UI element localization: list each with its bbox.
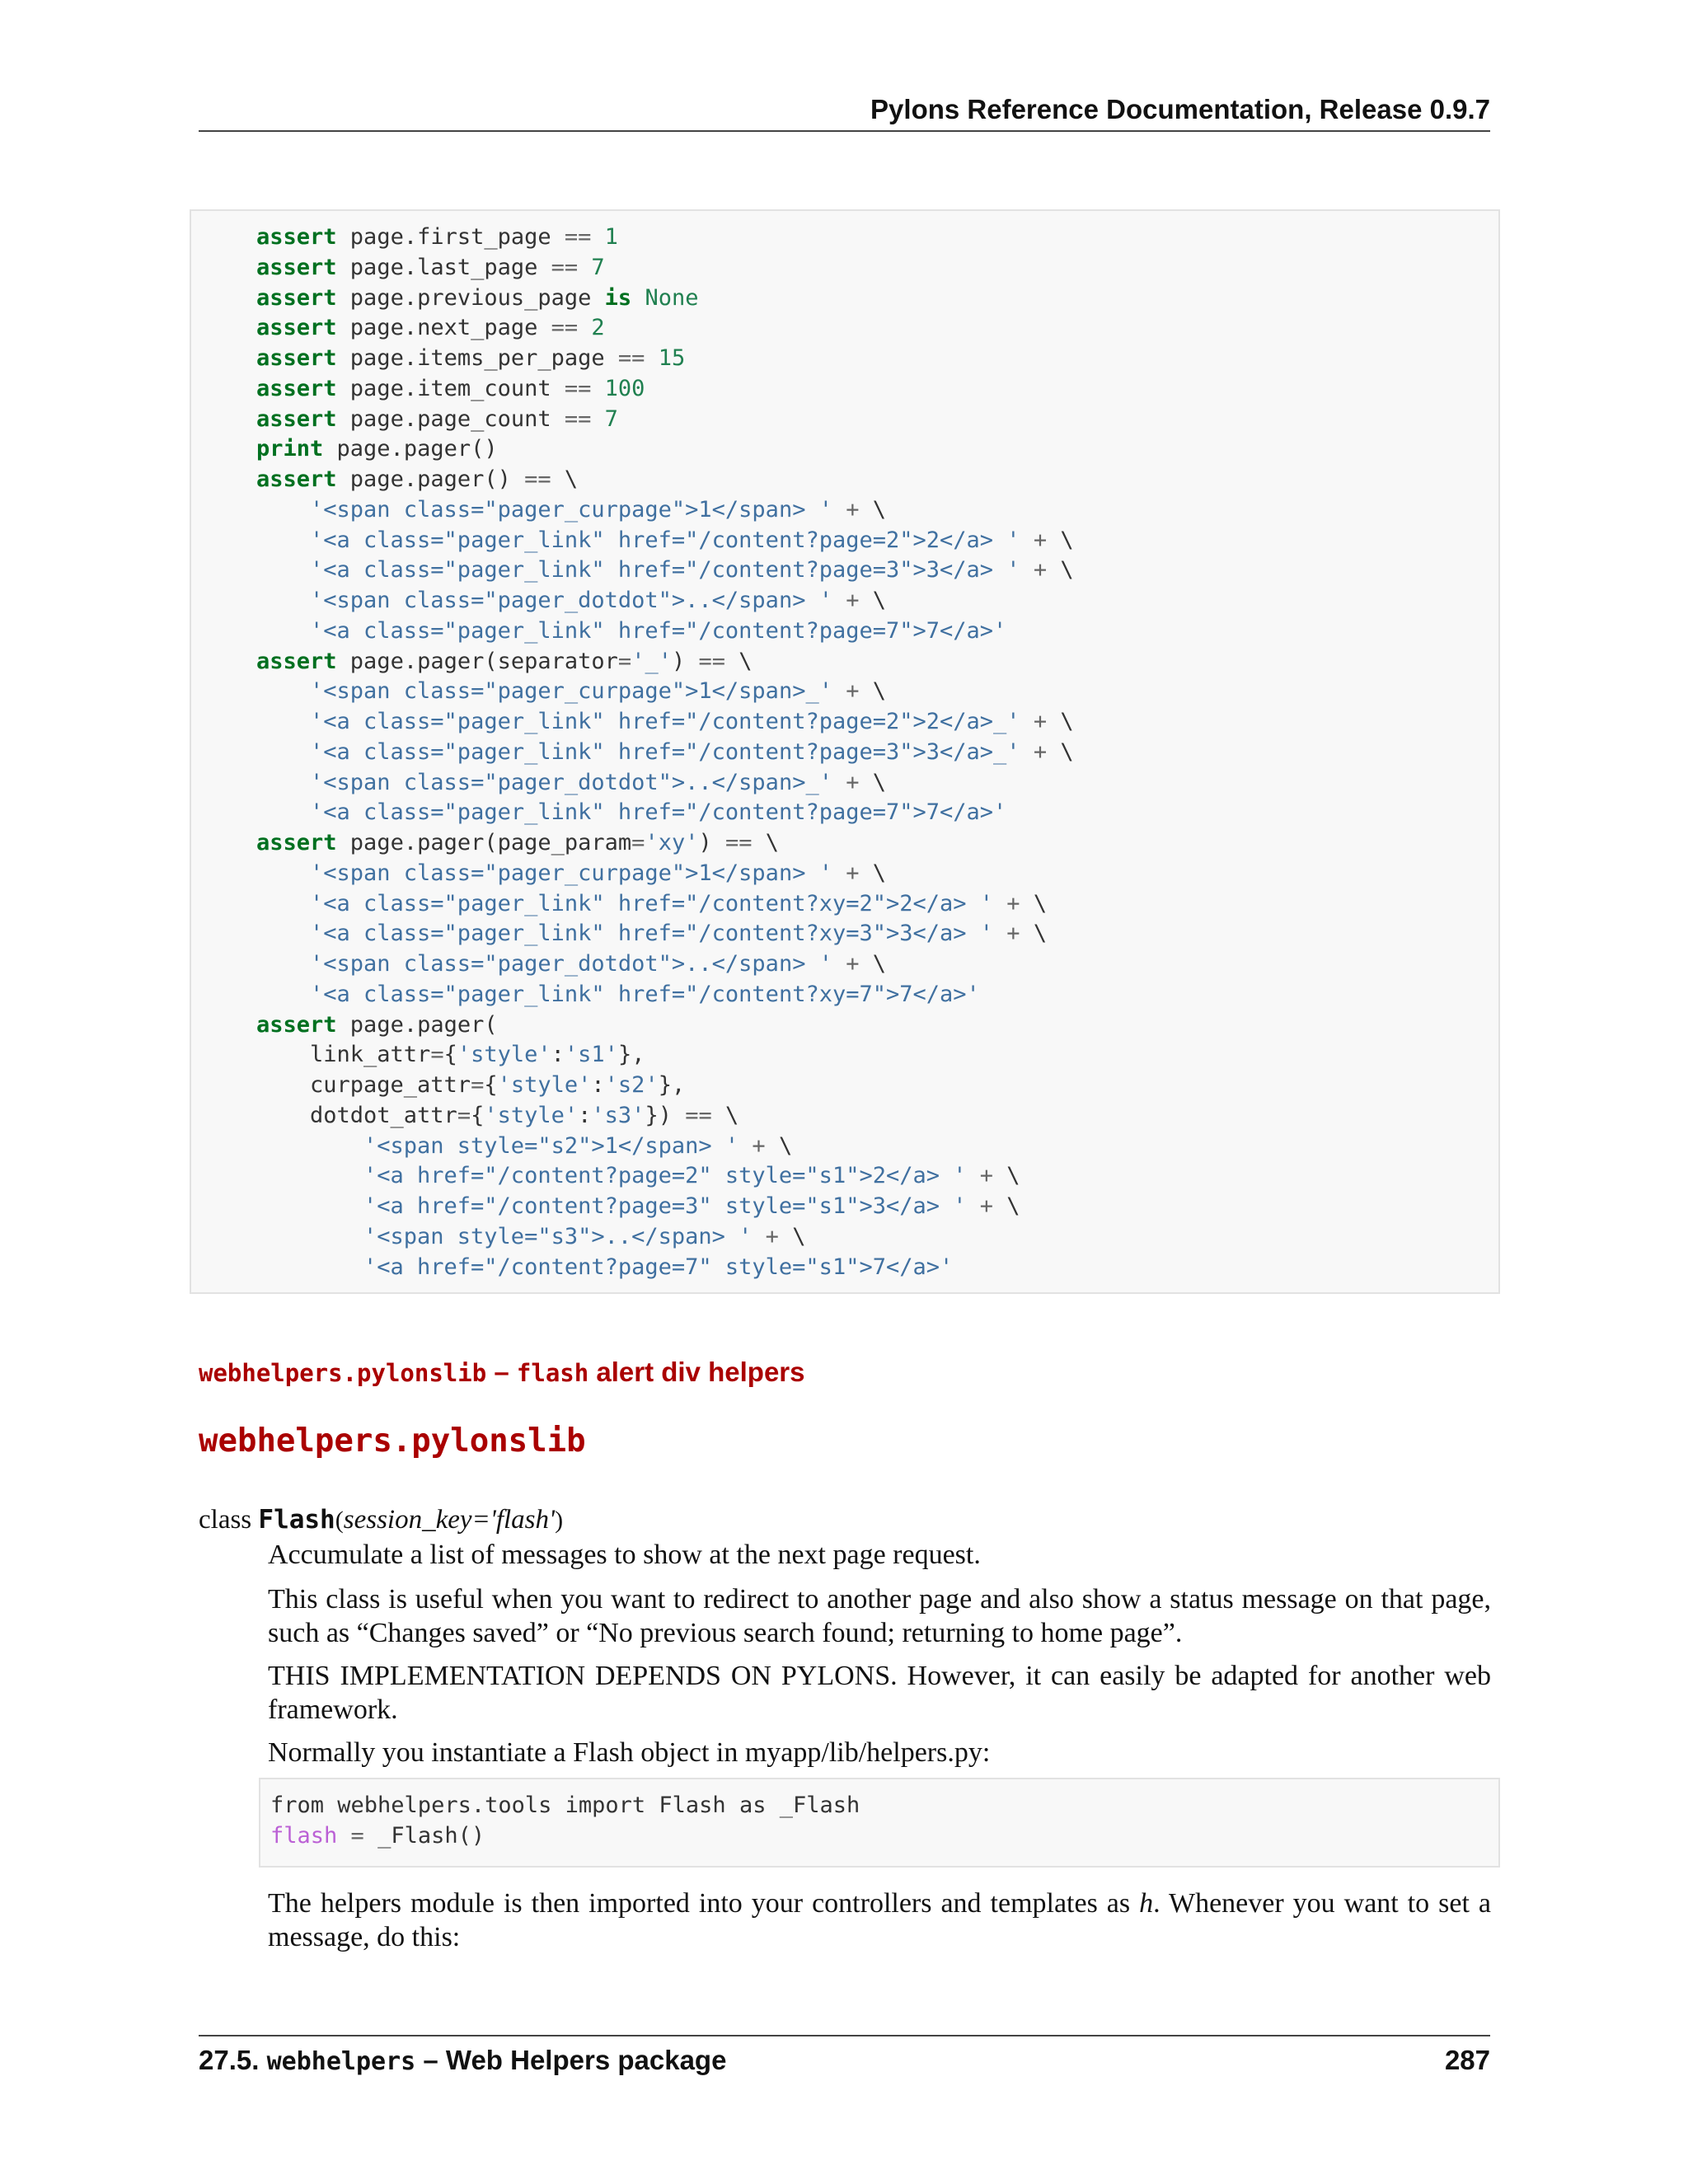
code-token: page.pager( bbox=[336, 1011, 498, 1038]
paragraph-redirect: This class is useful when you want to redirect to another page and also show a status message on that page, such as “Changes saved” or “No previous search found; returning to home page”. bbox=[268, 1584, 1491, 1648]
code-token: '<a class="pager_link" href="/content?page=7">7</a>' bbox=[310, 617, 1007, 644]
class-name: Flash bbox=[258, 1505, 335, 1535]
code-token: '<a class="pager_link" href="/content?xy=3">3</a> ' bbox=[310, 921, 994, 947]
paragraph-accumulate: Accumulate a list of messages to show at the next page request. bbox=[268, 1540, 981, 1570]
code-lines bbox=[191, 223, 1074, 1282]
page-number: 287 bbox=[1444, 2045, 1490, 2075]
code-token: page.pager() bbox=[323, 436, 498, 462]
code-token: None bbox=[645, 284, 699, 311]
code-token: == bbox=[564, 405, 592, 432]
code-token: assert bbox=[256, 345, 337, 371]
code-token bbox=[967, 1163, 980, 1188]
code-token: 1 bbox=[604, 224, 618, 250]
code-token bbox=[738, 1133, 752, 1159]
code-token: + bbox=[979, 1193, 994, 1219]
code-token: '<a class="pager_link" href="/content?page=3">3</a> ' bbox=[310, 557, 1020, 583]
code-token: page.pager() bbox=[336, 466, 525, 492]
code-token: = bbox=[350, 1822, 364, 1849]
code-token: { bbox=[484, 1072, 498, 1098]
header-title: Pylons Reference Documentation, Release 0.9.7 bbox=[870, 94, 1490, 124]
code-token: }, bbox=[658, 1072, 686, 1098]
code-token: '<a class="pager_link" href="/content?xy=2">2</a> ' bbox=[310, 890, 994, 916]
code-token bbox=[832, 951, 846, 977]
code-token bbox=[832, 588, 846, 613]
code-token: + bbox=[846, 951, 860, 977]
code-token bbox=[832, 770, 846, 795]
footer-section-mono: webhelpers bbox=[266, 2047, 416, 2076]
code-token: + bbox=[1033, 709, 1048, 734]
code-token bbox=[591, 406, 604, 432]
code-line bbox=[191, 707, 1074, 738]
code-token: \ bbox=[859, 588, 887, 613]
code-token: == bbox=[564, 375, 592, 401]
code-token: + bbox=[979, 1163, 994, 1189]
code-token: '<a class="pager_link" href="/content?page=2">2</a> ' bbox=[310, 527, 1020, 553]
code-token: _Flash() bbox=[363, 1822, 485, 1849]
code-token: \ bbox=[1020, 890, 1048, 916]
code-token bbox=[578, 255, 591, 280]
code-token: \ bbox=[765, 1132, 793, 1159]
code-line bbox=[191, 677, 1074, 707]
code-token: + bbox=[846, 769, 860, 795]
code-line bbox=[270, 1821, 860, 1852]
code-token: : bbox=[578, 1102, 592, 1128]
code-line bbox=[191, 647, 1074, 677]
code-token: 15 bbox=[658, 345, 686, 371]
section-title-rest: alert div helpers bbox=[588, 1357, 805, 1387]
code-line bbox=[191, 1161, 1074, 1192]
code-token: '<span style="s3">..</span> ' bbox=[363, 1223, 753, 1249]
open-paren: ( bbox=[335, 1507, 344, 1534]
code-token: 'style' bbox=[497, 1072, 592, 1098]
code-block-pager-asserts bbox=[190, 209, 1500, 1294]
code-lines bbox=[270, 1791, 860, 1852]
page-header bbox=[199, 94, 1490, 132]
code-token: \ bbox=[1047, 557, 1074, 583]
code-line bbox=[191, 1101, 1074, 1132]
code-line bbox=[191, 405, 1074, 435]
code-token: assert bbox=[256, 1011, 337, 1038]
code-token: page.pager(separator bbox=[336, 648, 618, 674]
page-footer bbox=[199, 2035, 1490, 2094]
code-token: = bbox=[617, 648, 632, 674]
code-line bbox=[191, 768, 1074, 799]
code-token: + bbox=[846, 678, 860, 705]
code-token: \ bbox=[859, 769, 887, 795]
code-token: == bbox=[551, 315, 579, 341]
paragraph-instantiate: Normally you instantiate a Flash object in myapp/lib/helpers.py: bbox=[268, 1737, 991, 1768]
code-token: '<span class="pager_curpage">1</span> ' bbox=[310, 860, 832, 886]
code-token: + bbox=[846, 496, 860, 523]
code-token: 'xy' bbox=[645, 830, 699, 855]
code-token: page.first_page bbox=[336, 224, 565, 250]
code-line bbox=[191, 889, 1074, 920]
footer-section-number: 27.5. bbox=[199, 2045, 260, 2075]
text-before: The helpers module is then imported into your controllers and templates as bbox=[268, 1888, 1140, 1919]
code-token bbox=[967, 1193, 980, 1219]
code-token: + bbox=[1006, 890, 1020, 916]
code-token: '<span style="s2">1</span> ' bbox=[363, 1132, 739, 1159]
code-token: + bbox=[1033, 527, 1048, 553]
code-token: ) bbox=[671, 648, 699, 674]
code-token: == bbox=[698, 648, 725, 674]
code-token: page.item_count bbox=[336, 375, 565, 401]
code-token: flash bbox=[270, 1822, 338, 1849]
code-token: assert bbox=[256, 315, 337, 341]
code-token: page.previous_page bbox=[336, 284, 605, 311]
code-token: 7 bbox=[591, 254, 605, 280]
code-token: = bbox=[471, 1072, 485, 1098]
code-token: '<a class="pager_link" href="/content?page=3">3</a>_' bbox=[310, 738, 1020, 765]
code-block-flash-import bbox=[259, 1778, 1500, 1868]
code-token: \ bbox=[1047, 527, 1074, 553]
code-token bbox=[645, 345, 658, 371]
code-token: + bbox=[752, 1132, 766, 1159]
code-token: = bbox=[457, 1102, 471, 1128]
code-line bbox=[191, 828, 1074, 859]
code-token: '<a class="pager_link" href="/content?xy=7">7</a>' bbox=[310, 981, 980, 1007]
code-token: from webhelpers.tools import Flash as _Flash bbox=[270, 1793, 860, 1818]
code-token: '_' bbox=[631, 648, 672, 674]
section-module-name: webhelpers.pylonslib bbox=[199, 1359, 487, 1387]
code-token bbox=[1020, 527, 1034, 553]
code-token: \ bbox=[993, 1163, 1020, 1189]
code-token bbox=[1020, 709, 1034, 734]
code-token bbox=[832, 860, 846, 886]
code-token: assert bbox=[256, 830, 337, 855]
code-token: == bbox=[524, 466, 551, 492]
code-token: \ bbox=[711, 1102, 739, 1128]
code-token: \ bbox=[752, 830, 780, 855]
code-token bbox=[832, 678, 846, 704]
footer-section-rest: – Web Helpers package bbox=[415, 2045, 727, 2075]
code-line bbox=[191, 1071, 1074, 1101]
code-token: \ bbox=[1020, 921, 1048, 947]
section-flash-name: flash bbox=[516, 1359, 589, 1387]
code-token: + bbox=[846, 588, 860, 613]
code-token: + bbox=[846, 860, 860, 886]
code-token: + bbox=[1033, 557, 1048, 583]
code-token: \ bbox=[778, 1223, 806, 1249]
code-token: = bbox=[430, 1042, 444, 1068]
code-line bbox=[191, 1192, 1074, 1222]
code-token: \ bbox=[725, 648, 753, 674]
code-token bbox=[1020, 739, 1034, 765]
code-token: link_attr bbox=[310, 1042, 431, 1068]
module-heading: webhelpers.pylonslib bbox=[199, 1422, 586, 1460]
code-token: \ bbox=[551, 466, 579, 492]
code-token: dotdot_attr bbox=[310, 1102, 457, 1128]
code-token: = bbox=[631, 830, 645, 855]
code-token: == bbox=[685, 1102, 712, 1128]
code-line bbox=[191, 1222, 1074, 1253]
code-token bbox=[578, 315, 591, 340]
class-keyword: class bbox=[199, 1505, 252, 1535]
code-line bbox=[191, 253, 1074, 284]
code-line bbox=[191, 313, 1074, 344]
code-token: assert bbox=[256, 648, 337, 674]
code-token: == bbox=[724, 830, 753, 855]
code-token: 's2' bbox=[604, 1072, 659, 1098]
code-token: ) bbox=[698, 830, 725, 855]
code-token bbox=[631, 285, 645, 311]
code-token: page.page_count bbox=[336, 405, 565, 432]
text-after: . Whenever you want to set a message, do this: bbox=[268, 1888, 1491, 1952]
code-line bbox=[191, 495, 1074, 526]
code-token bbox=[1020, 557, 1034, 583]
code-token: '<span class="pager_curpage">1</span>_' bbox=[310, 678, 832, 705]
code-token: : bbox=[551, 1042, 565, 1068]
code-token: assert bbox=[256, 284, 337, 311]
code-token: { bbox=[471, 1102, 485, 1128]
code-token: \ bbox=[993, 1193, 1020, 1219]
code-line bbox=[191, 555, 1074, 586]
code-token: page.items_per_page bbox=[336, 345, 618, 371]
helpers-alias: h bbox=[1139, 1888, 1154, 1919]
code-token: assert bbox=[256, 375, 337, 401]
code-token: '<span class="pager_dotdot">..</span> ' bbox=[310, 951, 832, 977]
code-token: \ bbox=[1047, 709, 1074, 734]
code-token: + bbox=[1033, 738, 1048, 765]
code-token: 'style' bbox=[484, 1102, 579, 1128]
code-token: '<a href="/content?page=3" style="s1">3</a> ' bbox=[363, 1193, 967, 1219]
section-heading bbox=[199, 1357, 805, 1388]
code-token: '<span class="pager_dotdot">..</span>_' bbox=[310, 769, 832, 795]
code-token bbox=[832, 497, 846, 523]
code-token: assert bbox=[256, 224, 337, 250]
code-token: 100 bbox=[604, 375, 645, 401]
close-paren: ) bbox=[555, 1507, 564, 1534]
code-token: assert bbox=[256, 254, 337, 280]
code-line bbox=[191, 616, 1074, 647]
code-token: == bbox=[617, 345, 645, 371]
code-token: print bbox=[256, 436, 324, 462]
section-dash: – bbox=[486, 1357, 517, 1387]
code-token: }, bbox=[617, 1042, 645, 1068]
code-line bbox=[270, 1791, 860, 1821]
footer-section bbox=[199, 2045, 726, 2076]
code-token: }) bbox=[645, 1102, 686, 1128]
code-line bbox=[191, 919, 1074, 949]
code-token: \ bbox=[859, 496, 887, 523]
code-token: page.pager(page_param bbox=[336, 830, 632, 855]
class-param: session_key='flash' bbox=[343, 1505, 556, 1535]
code-token: curpage_attr bbox=[310, 1072, 471, 1098]
code-line bbox=[191, 223, 1074, 253]
code-line bbox=[191, 344, 1074, 374]
code-token: == bbox=[551, 254, 579, 280]
code-line bbox=[191, 284, 1074, 314]
paragraph-pylons-dependency: THIS IMPLEMENTATION DEPENDS ON PYLONS. However, it can easily be adapted for another web framework. bbox=[268, 1661, 1491, 1725]
code-token bbox=[752, 1224, 765, 1249]
code-line bbox=[191, 526, 1074, 556]
code-token bbox=[337, 1823, 350, 1849]
code-token: + bbox=[1006, 921, 1020, 947]
code-line bbox=[191, 738, 1074, 768]
code-line bbox=[191, 980, 1074, 1010]
class-signature bbox=[199, 1505, 563, 1535]
code-token: is bbox=[604, 284, 632, 311]
code-token: page.last_page bbox=[336, 254, 551, 280]
code-token: page.next_page bbox=[336, 315, 551, 341]
code-token: \ bbox=[859, 678, 887, 705]
code-line bbox=[191, 434, 1074, 465]
code-line bbox=[191, 1040, 1074, 1071]
code-token bbox=[993, 891, 1006, 916]
code-line bbox=[191, 374, 1074, 405]
code-line bbox=[191, 949, 1074, 980]
code-token: '<a href="/content?page=7" style="s1">7</a>' bbox=[363, 1254, 954, 1280]
code-token: '<a class="pager_link" href="/content?page=2">2</a>_' bbox=[310, 709, 1020, 734]
code-token: 's3' bbox=[591, 1102, 645, 1128]
code-token: + bbox=[765, 1223, 779, 1249]
code-line bbox=[191, 798, 1074, 828]
paragraph-helpers-module bbox=[268, 1886, 1491, 1954]
code-token: '<a href="/content?page=2" style="s1">2</a> ' bbox=[363, 1163, 967, 1189]
code-token bbox=[993, 921, 1006, 946]
code-token: '<span class="pager_curpage">1</span> ' bbox=[310, 496, 832, 523]
code-line bbox=[191, 465, 1074, 495]
code-line bbox=[191, 1253, 1074, 1283]
code-token: '<span class="pager_dotdot">..</span> ' bbox=[310, 588, 832, 613]
code-token: \ bbox=[1047, 738, 1074, 765]
code-token bbox=[591, 376, 604, 401]
code-token: 's1' bbox=[564, 1042, 618, 1068]
code-line bbox=[191, 1132, 1074, 1162]
code-token: 7 bbox=[604, 405, 618, 432]
code-token: \ bbox=[859, 951, 887, 977]
code-line bbox=[191, 1010, 1074, 1041]
code-token: : bbox=[591, 1072, 605, 1098]
code-token: assert bbox=[256, 466, 337, 492]
code-line bbox=[191, 859, 1074, 889]
code-token: == bbox=[564, 224, 592, 250]
code-token: assert bbox=[256, 405, 337, 432]
code-token: '<a class="pager_link" href="/content?page=7">7</a>' bbox=[310, 799, 1007, 826]
code-token bbox=[591, 224, 604, 250]
code-line bbox=[191, 586, 1074, 616]
code-token: \ bbox=[859, 860, 887, 886]
code-token: 'style' bbox=[457, 1042, 551, 1068]
code-token: { bbox=[443, 1042, 457, 1068]
code-token: 2 bbox=[591, 315, 605, 341]
